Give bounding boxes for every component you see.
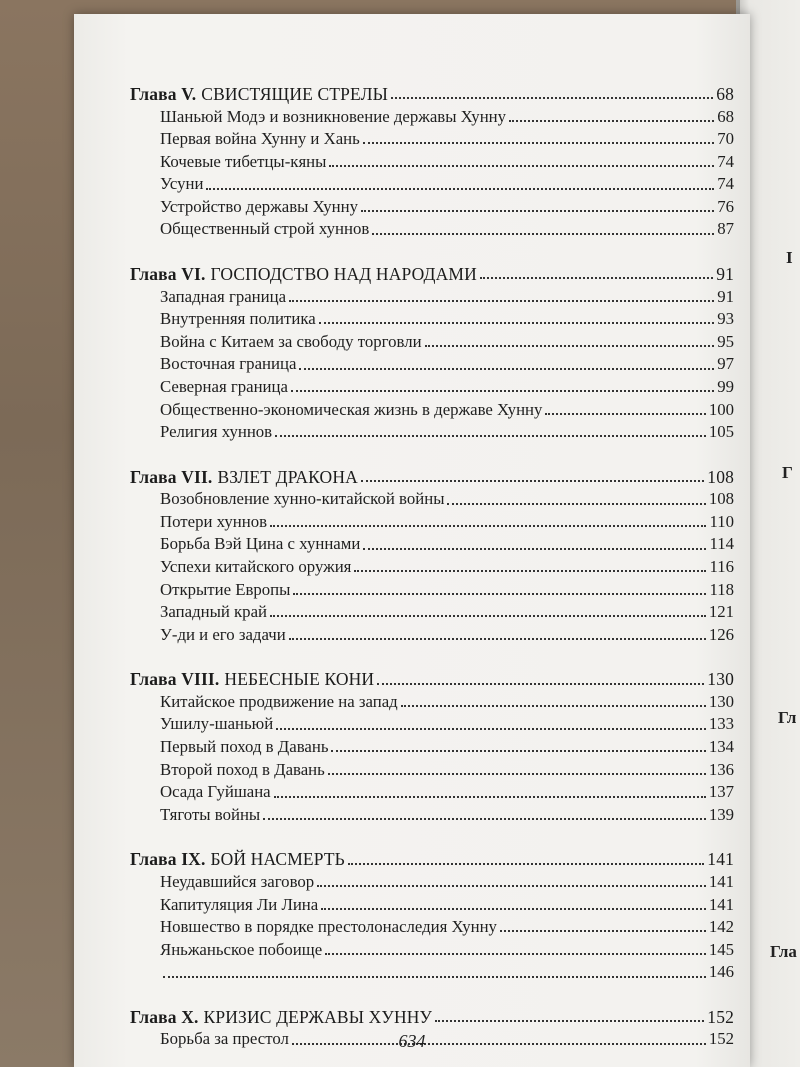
section-title: Второй поход в Давань <box>160 759 325 779</box>
section-page: 114 <box>709 534 734 554</box>
dot-leader <box>325 953 706 955</box>
toc-section-entry <box>130 557 734 580</box>
chapter-number: Глава IX. <box>130 849 206 870</box>
section-page: 68 <box>717 106 734 126</box>
section-title: Внутренняя политика <box>160 309 316 329</box>
dot-leader <box>274 796 706 798</box>
section-title: Шаньюй Модэ и возникновение державы Хунну <box>160 106 507 126</box>
section-page: 74 <box>717 151 734 171</box>
dot-leader <box>291 390 714 392</box>
dot-leader <box>363 548 706 550</box>
section-page: 136 <box>708 759 734 779</box>
dot-leader <box>276 728 706 730</box>
toc-section-entry <box>130 377 734 400</box>
dot-leader <box>329 165 714 167</box>
section-title: Потери хуннов <box>160 511 268 531</box>
chapter-gap <box>130 985 734 1007</box>
chapter-number: Глава VIII. <box>130 669 220 690</box>
toc-section-entry <box>130 512 734 535</box>
dot-leader <box>331 750 705 752</box>
section-page: 126 <box>708 624 734 644</box>
chapter-gap <box>130 242 734 264</box>
table-of-contents <box>130 84 734 1052</box>
section-page: 142 <box>708 917 734 937</box>
section-title: Западная граница <box>160 286 287 306</box>
section-title: Яньжаньское побоище <box>160 939 323 959</box>
section-title: Тяготы войны <box>160 804 261 824</box>
section-title: Капитуляция Ли Лина <box>160 894 319 914</box>
dot-leader <box>263 818 706 820</box>
dot-leader <box>435 1020 704 1022</box>
section-page: 74 <box>717 174 734 194</box>
toc-section-entry <box>130 354 734 377</box>
chapter-title: ГОСПОДСТВО НАД НАРОДАМИ <box>210 264 477 285</box>
dot-leader <box>321 908 706 910</box>
toc-section-entry <box>130 152 734 175</box>
toc-section-entry <box>130 692 734 715</box>
section-page: 134 <box>708 737 734 757</box>
section-page: 93 <box>717 309 734 329</box>
chapter-page: 108 <box>707 466 734 487</box>
chapter-page: 91 <box>716 264 734 285</box>
toc-chapter-entry <box>130 1007 734 1030</box>
section-title: Общественно-экономическая жизнь в державе Хунну <box>160 399 543 419</box>
section-title: Северная граница <box>160 376 288 396</box>
section-title: Неудавшийся заговор <box>160 871 315 891</box>
toc-section-entry <box>130 760 734 783</box>
dot-leader <box>447 503 705 505</box>
dot-leader <box>319 322 715 324</box>
dot-leader <box>372 233 714 235</box>
toc-section-entry <box>130 422 734 445</box>
section-page: 95 <box>717 331 734 351</box>
dot-leader <box>401 705 706 707</box>
section-title: Китайское продвижение на запад <box>160 691 398 711</box>
section-page: 141 <box>708 871 734 891</box>
toc-section-entry <box>130 197 734 220</box>
chapter-title: ВЗЛЕТ ДРАКОНА <box>217 466 358 487</box>
section-page: 130 <box>708 691 734 711</box>
section-page: 76 <box>717 196 734 216</box>
toc-chapter-entry <box>130 467 734 490</box>
toc-section-entry <box>130 107 734 130</box>
dot-leader <box>289 638 706 640</box>
toc-section-entry <box>130 309 734 332</box>
dot-leader <box>509 120 714 122</box>
chapter-page: 68 <box>716 84 734 104</box>
dot-leader <box>293 593 706 595</box>
chapter-title: КРИЗИС ДЕРЖАВЫ ХУННУ <box>203 1006 433 1027</box>
chapter-number: Глава X. <box>130 1006 199 1027</box>
toc-section-entry <box>130 332 734 355</box>
section-title: Успехи китайского оружия <box>160 557 352 576</box>
toc-section-entry <box>130 872 734 895</box>
toc-section-entry <box>130 895 734 918</box>
section-page: 70 <box>717 129 734 149</box>
section-page: 97 <box>717 354 734 374</box>
toc-section-entry <box>130 580 734 603</box>
dot-leader <box>270 525 706 527</box>
toc-section-entry <box>130 625 734 648</box>
section-title: У-ди и его задачи <box>160 624 286 644</box>
toc-section-entry <box>130 489 734 512</box>
section-page: 110 <box>709 511 734 531</box>
toc-section-entry <box>130 129 734 152</box>
toc-section-entry <box>130 534 734 557</box>
toc-section-entry <box>130 219 734 242</box>
section-page: 152 <box>708 1029 734 1049</box>
chapter-title: СВИСТЯЩИЕ СТРЕЛЫ <box>201 84 389 104</box>
dot-leader <box>275 435 706 437</box>
section-title: Устройство державы Хунну <box>160 196 358 216</box>
dot-leader <box>317 885 706 887</box>
toc-section-entry <box>130 602 734 625</box>
adjacent-page-fragment: Гл <box>778 708 797 727</box>
toc-section-entry <box>130 940 734 963</box>
section-title: Религия хуннов <box>160 422 273 442</box>
section-title: Усуни <box>160 174 204 194</box>
chapter-number: Глава VII. <box>130 466 213 487</box>
section-page: 100 <box>708 399 734 419</box>
section-title: Осада Гуйшана <box>160 782 271 802</box>
dot-leader <box>361 480 704 482</box>
chapter-title: БОЙ НАСМЕРТЬ <box>210 849 345 870</box>
toc-section-entry <box>130 400 734 423</box>
chapter-gap <box>130 827 734 849</box>
section-title: Борьба за престол <box>160 1029 289 1049</box>
toc-section-entry <box>130 287 734 310</box>
dot-leader <box>289 300 714 302</box>
section-page: 108 <box>708 489 734 509</box>
section-title: Западный край <box>160 602 268 622</box>
toc-chapter-entry <box>130 849 734 872</box>
book-page <box>74 14 750 1067</box>
toc-section-entry <box>130 962 734 985</box>
toc-section-entry <box>130 805 734 828</box>
section-title: Первый поход в Давань <box>160 737 329 757</box>
section-title: Война с Китаем за свободу торговли <box>160 331 422 351</box>
chapter-page: 130 <box>707 669 734 690</box>
toc-chapter-entry <box>130 264 734 287</box>
section-page: 87 <box>717 219 734 239</box>
dot-leader <box>377 683 704 685</box>
chapter-gap <box>130 445 734 467</box>
section-page: 121 <box>708 602 734 622</box>
chapter-page: 141 <box>707 849 734 870</box>
toc-section-entry <box>130 737 734 760</box>
section-title: Новшество в порядке престолонаследия Хунну <box>160 917 497 937</box>
toc-chapter-entry <box>130 669 734 692</box>
section-page: 118 <box>709 579 734 599</box>
chapter-number: Глава VI. <box>130 264 206 285</box>
toc-section-entry <box>130 714 734 737</box>
toc-section-entry <box>130 917 734 940</box>
dot-leader <box>500 930 706 932</box>
dot-leader <box>270 615 706 617</box>
section-page: 145 <box>708 939 734 959</box>
section-page: 139 <box>708 804 734 824</box>
dot-leader <box>206 188 714 190</box>
section-page: 133 <box>708 714 734 734</box>
section-title: Ушилу-шаньюй <box>160 714 274 734</box>
adjacent-page-fragment: I <box>786 248 793 267</box>
section-title: Кочевые тибетцы-кяны <box>160 151 327 171</box>
adjacent-page-fragment: Гла <box>770 942 797 961</box>
toc-section-entry <box>130 782 734 805</box>
section-page: 91 <box>717 286 734 306</box>
dot-leader <box>425 345 715 347</box>
dot-leader <box>328 773 706 775</box>
section-page: 137 <box>708 782 734 802</box>
chapter-gap <box>130 647 734 669</box>
dot-leader <box>163 976 706 978</box>
dot-leader <box>354 570 706 572</box>
chapter-number: Глава V. <box>130 84 197 104</box>
section-page: 146 <box>708 962 734 982</box>
dot-leader <box>391 97 713 99</box>
section-title: Открытие Европы <box>160 579 291 599</box>
section-title: Общественный строй хуннов <box>160 219 370 239</box>
section-page: 99 <box>717 376 734 396</box>
dot-leader <box>361 210 714 212</box>
chapter-title: НЕБЕСНЫЕ КОНИ <box>224 669 375 690</box>
chapter-page: 152 <box>707 1006 734 1027</box>
section-page: 116 <box>709 557 734 576</box>
page-number: 634 <box>398 1031 426 1051</box>
section-title: Восточная граница <box>160 354 297 374</box>
dot-leader <box>545 413 705 415</box>
dot-leader <box>480 277 713 279</box>
toc-chapter-entry <box>130 84 734 107</box>
adjacent-page-fragment: Г <box>782 463 793 482</box>
section-page: 141 <box>708 894 734 914</box>
toc-section-entry <box>130 174 734 197</box>
dot-leader <box>348 863 704 865</box>
dot-leader <box>299 368 714 370</box>
dot-leader <box>363 142 714 144</box>
section-title: Борьба Вэй Цина с хуннами <box>160 534 361 554</box>
section-title: Возобновление хунно-китайской войны <box>160 489 445 509</box>
section-page: 105 <box>708 422 734 442</box>
section-title: Первая война Хунну и Хань <box>160 129 360 149</box>
